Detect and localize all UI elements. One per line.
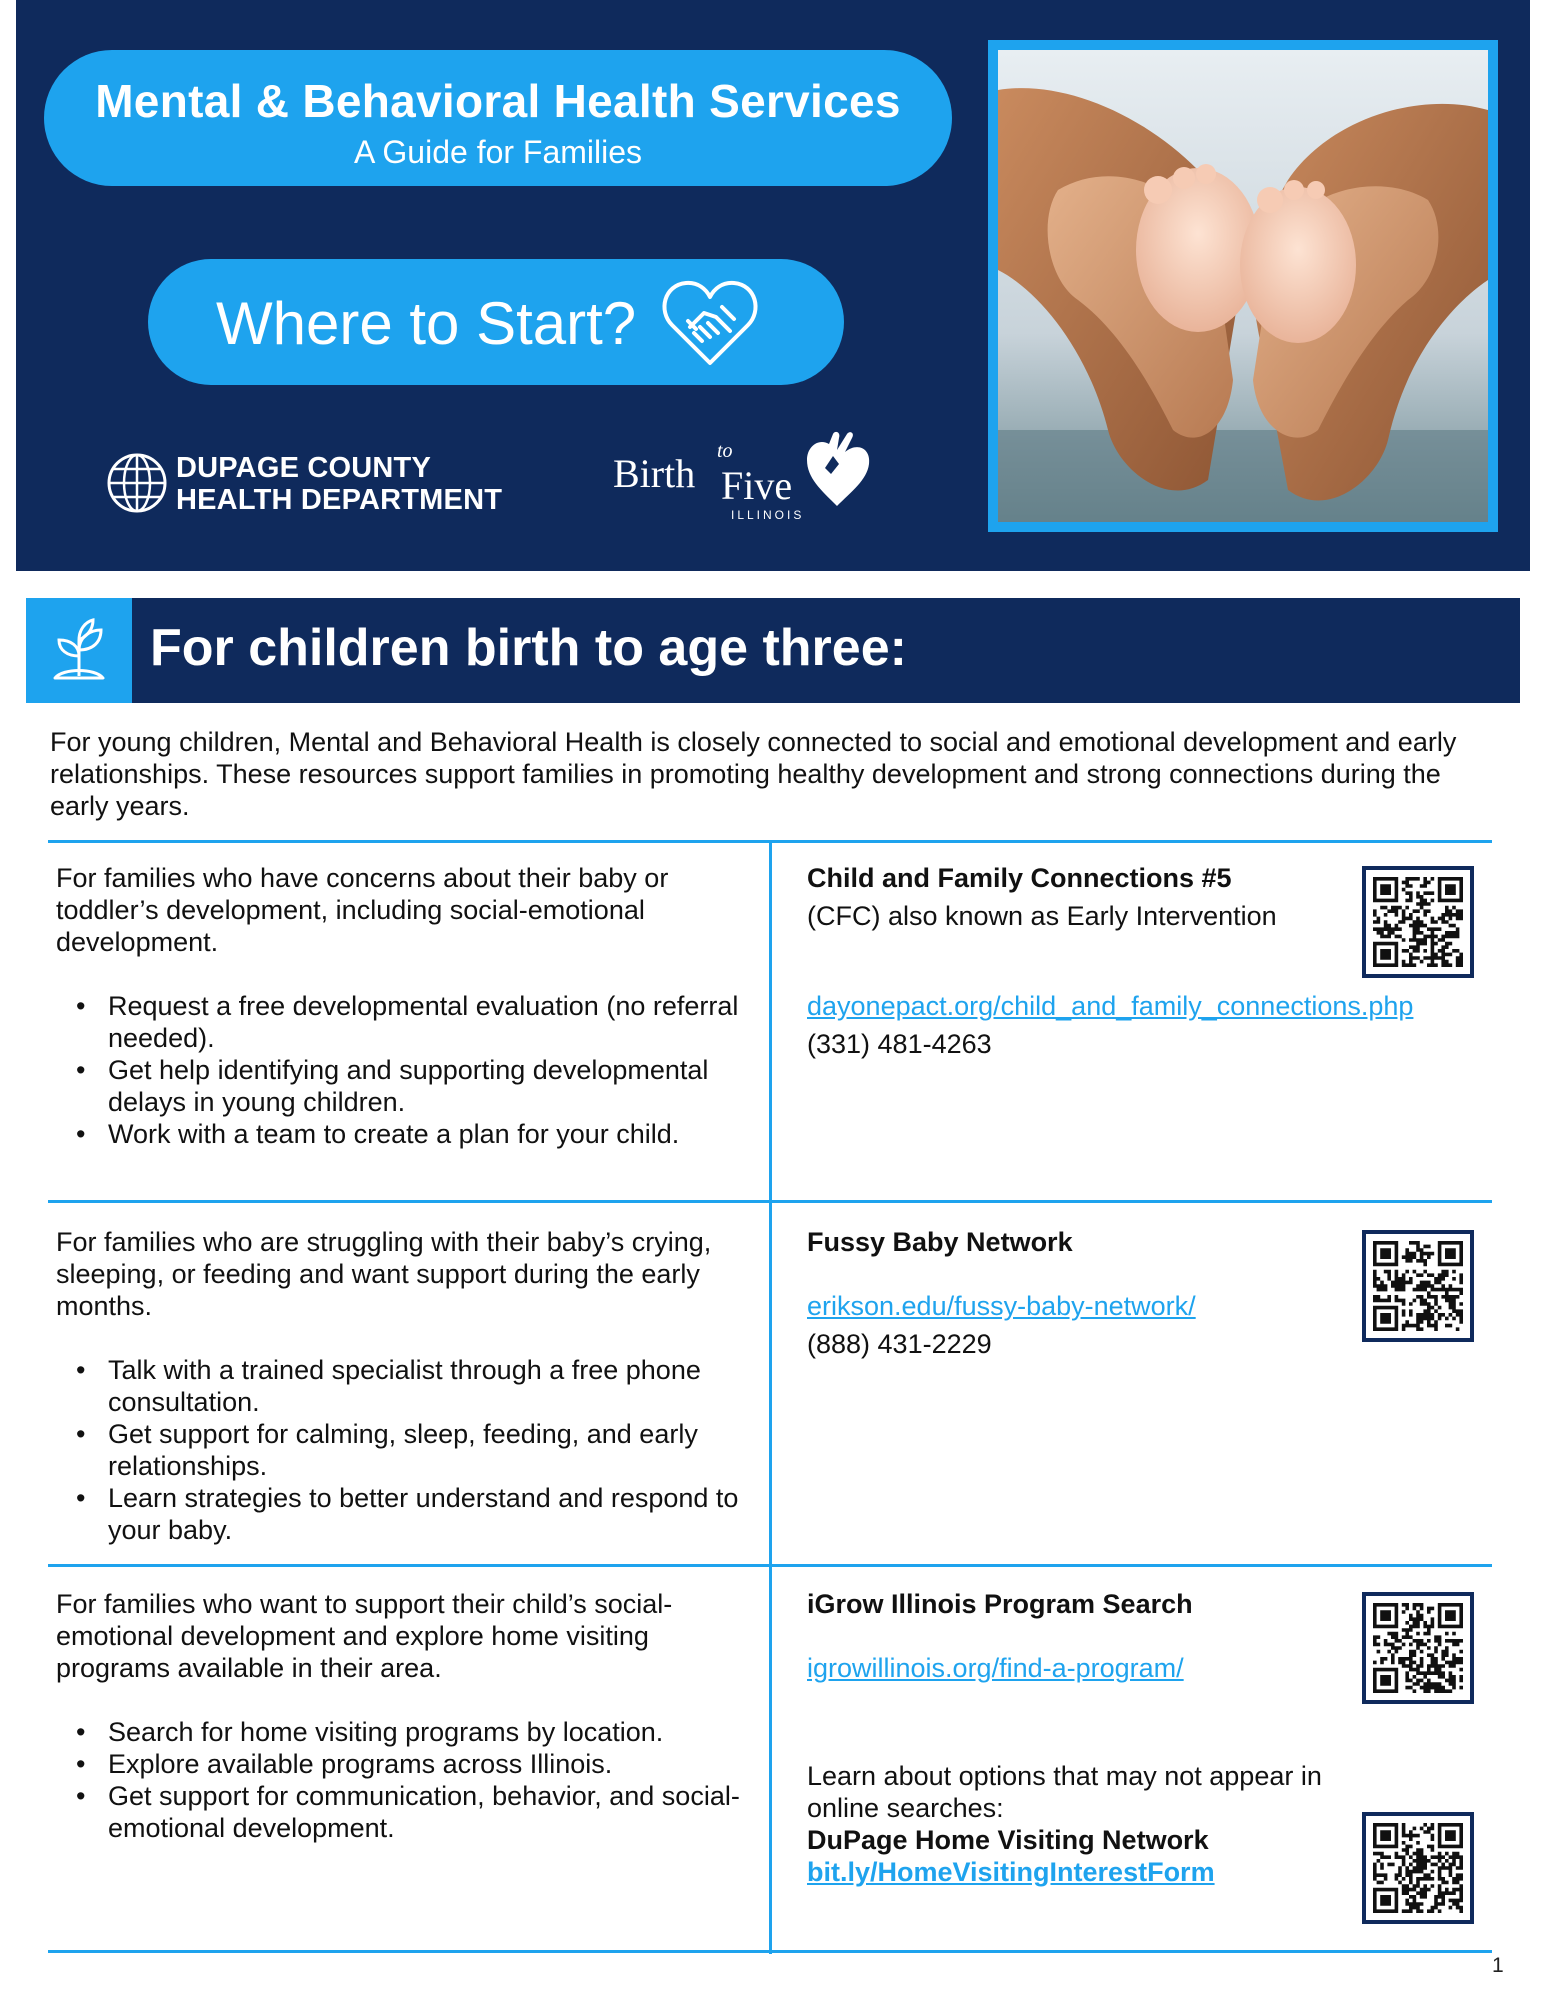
qr-code[interactable] — [1362, 1592, 1474, 1704]
qr-code[interactable] — [1362, 866, 1474, 978]
hands-heart-icon — [803, 428, 873, 508]
resource-link[interactable]: dayonepact.org/child_and_family_connections.php — [807, 991, 1414, 1021]
resource-phone: (331) 481-4263 — [807, 1029, 992, 1059]
where-to-start-label: Where to Start? — [216, 290, 637, 357]
row-bullet-list — [56, 1716, 746, 1844]
row-description: For families who are struggling with their baby’s crying, sleeping, or feeding and want support during the early months. — [56, 1227, 712, 1321]
section-intro: For young children, Mental and Behavioral Health is closely connected to social and emotional development and early relationships. These resources support families in promoting healthy development and strong connections during the early years. — [50, 727, 1457, 821]
resource-link[interactable]: igrowillinois.org/find-a-program/ — [807, 1653, 1184, 1683]
list-item: • Explore available programs across Illinois. — [56, 1748, 746, 1780]
sprout-icon — [49, 616, 109, 684]
resource-name: iGrow Illinois Program Search — [807, 1589, 1193, 1619]
list-item: • Request a free developmental evaluation (no referral needed). — [56, 990, 746, 1054]
table-row-1-needs — [56, 862, 746, 1150]
page-title: Mental & Behavioral Health Services — [95, 75, 901, 127]
heart-handshake-icon — [660, 277, 760, 369]
sprout-icon-box — [26, 598, 132, 703]
qr-code[interactable] — [1362, 1812, 1474, 1924]
logo-birth-text: Birth — [613, 451, 696, 496]
title-pill — [44, 50, 952, 186]
table-row-2-needs — [56, 1226, 746, 1546]
where-to-start-pill — [148, 259, 844, 385]
dupage-logo-line1: DUPAGE COUNTY — [176, 452, 432, 484]
page-number: 1 — [1492, 1954, 1504, 1977]
resource-note: (CFC) also known as Early Intervention — [807, 901, 1277, 931]
hands-heart-baby-feet-photo — [988, 40, 1498, 532]
resource-extra-link[interactable]: bit.ly/HomeVisitingInterestForm — [807, 1857, 1215, 1887]
list-item: • Get support for communication, behavior, and social-emotional development. — [56, 1780, 746, 1844]
dupage-county-logo — [106, 450, 506, 520]
table-column-divider — [769, 840, 772, 1954]
list-item: • Work with a team to create a plan for your child. — [56, 1118, 746, 1150]
globe-icon — [106, 452, 168, 514]
resource-phone: (888) 431-2229 — [807, 1329, 992, 1359]
row-bullet-list — [56, 1354, 746, 1546]
list-item: • Learn strategies to better understand and respond to your baby. — [56, 1482, 746, 1546]
logo-five-text: Five — [721, 463, 793, 508]
birth-to-five-logo — [613, 428, 873, 528]
resource-extra-name: DuPage Home Visiting Network — [807, 1825, 1209, 1855]
section-header — [26, 598, 1520, 703]
row-bullet-list — [56, 990, 746, 1150]
row-description: For families who have concerns about their baby or toddler’s development, including social-emotional development. — [56, 863, 669, 957]
logo-to-text: to — [717, 440, 733, 462]
dupage-logo-line2: HEALTH DEPARTMENT — [176, 484, 503, 516]
row-description: For families who want to support their child’s social-emotional development and explore home visiting programs available in their area. — [56, 1589, 673, 1683]
page-subtitle: A Guide for Families — [353, 134, 643, 170]
header-banner — [16, 0, 1530, 571]
resource-extra-text: Learn about options that may not appear in online searches: — [807, 1761, 1322, 1823]
resource-name: Fussy Baby Network — [807, 1227, 1073, 1257]
resource-name: Child and Family Connections #5 — [807, 863, 1232, 893]
list-item: • Talk with a trained specialist through a free phone consultation. — [56, 1354, 746, 1418]
section-title: For children birth to age three: — [150, 619, 907, 677]
resource-link[interactable]: erikson.edu/fussy-baby-network/ — [807, 1291, 1196, 1321]
list-item: • Get help identifying and supporting developmental delays in young children. — [56, 1054, 746, 1118]
list-item: • Search for home visiting programs by location. — [56, 1716, 746, 1748]
table-row-3-needs — [56, 1588, 746, 1844]
qr-code[interactable] — [1362, 1230, 1474, 1342]
list-item: • Get support for calming, sleep, feeding, and early relationships. — [56, 1418, 746, 1482]
logo-illinois-text: ILLINOIS — [731, 508, 805, 522]
